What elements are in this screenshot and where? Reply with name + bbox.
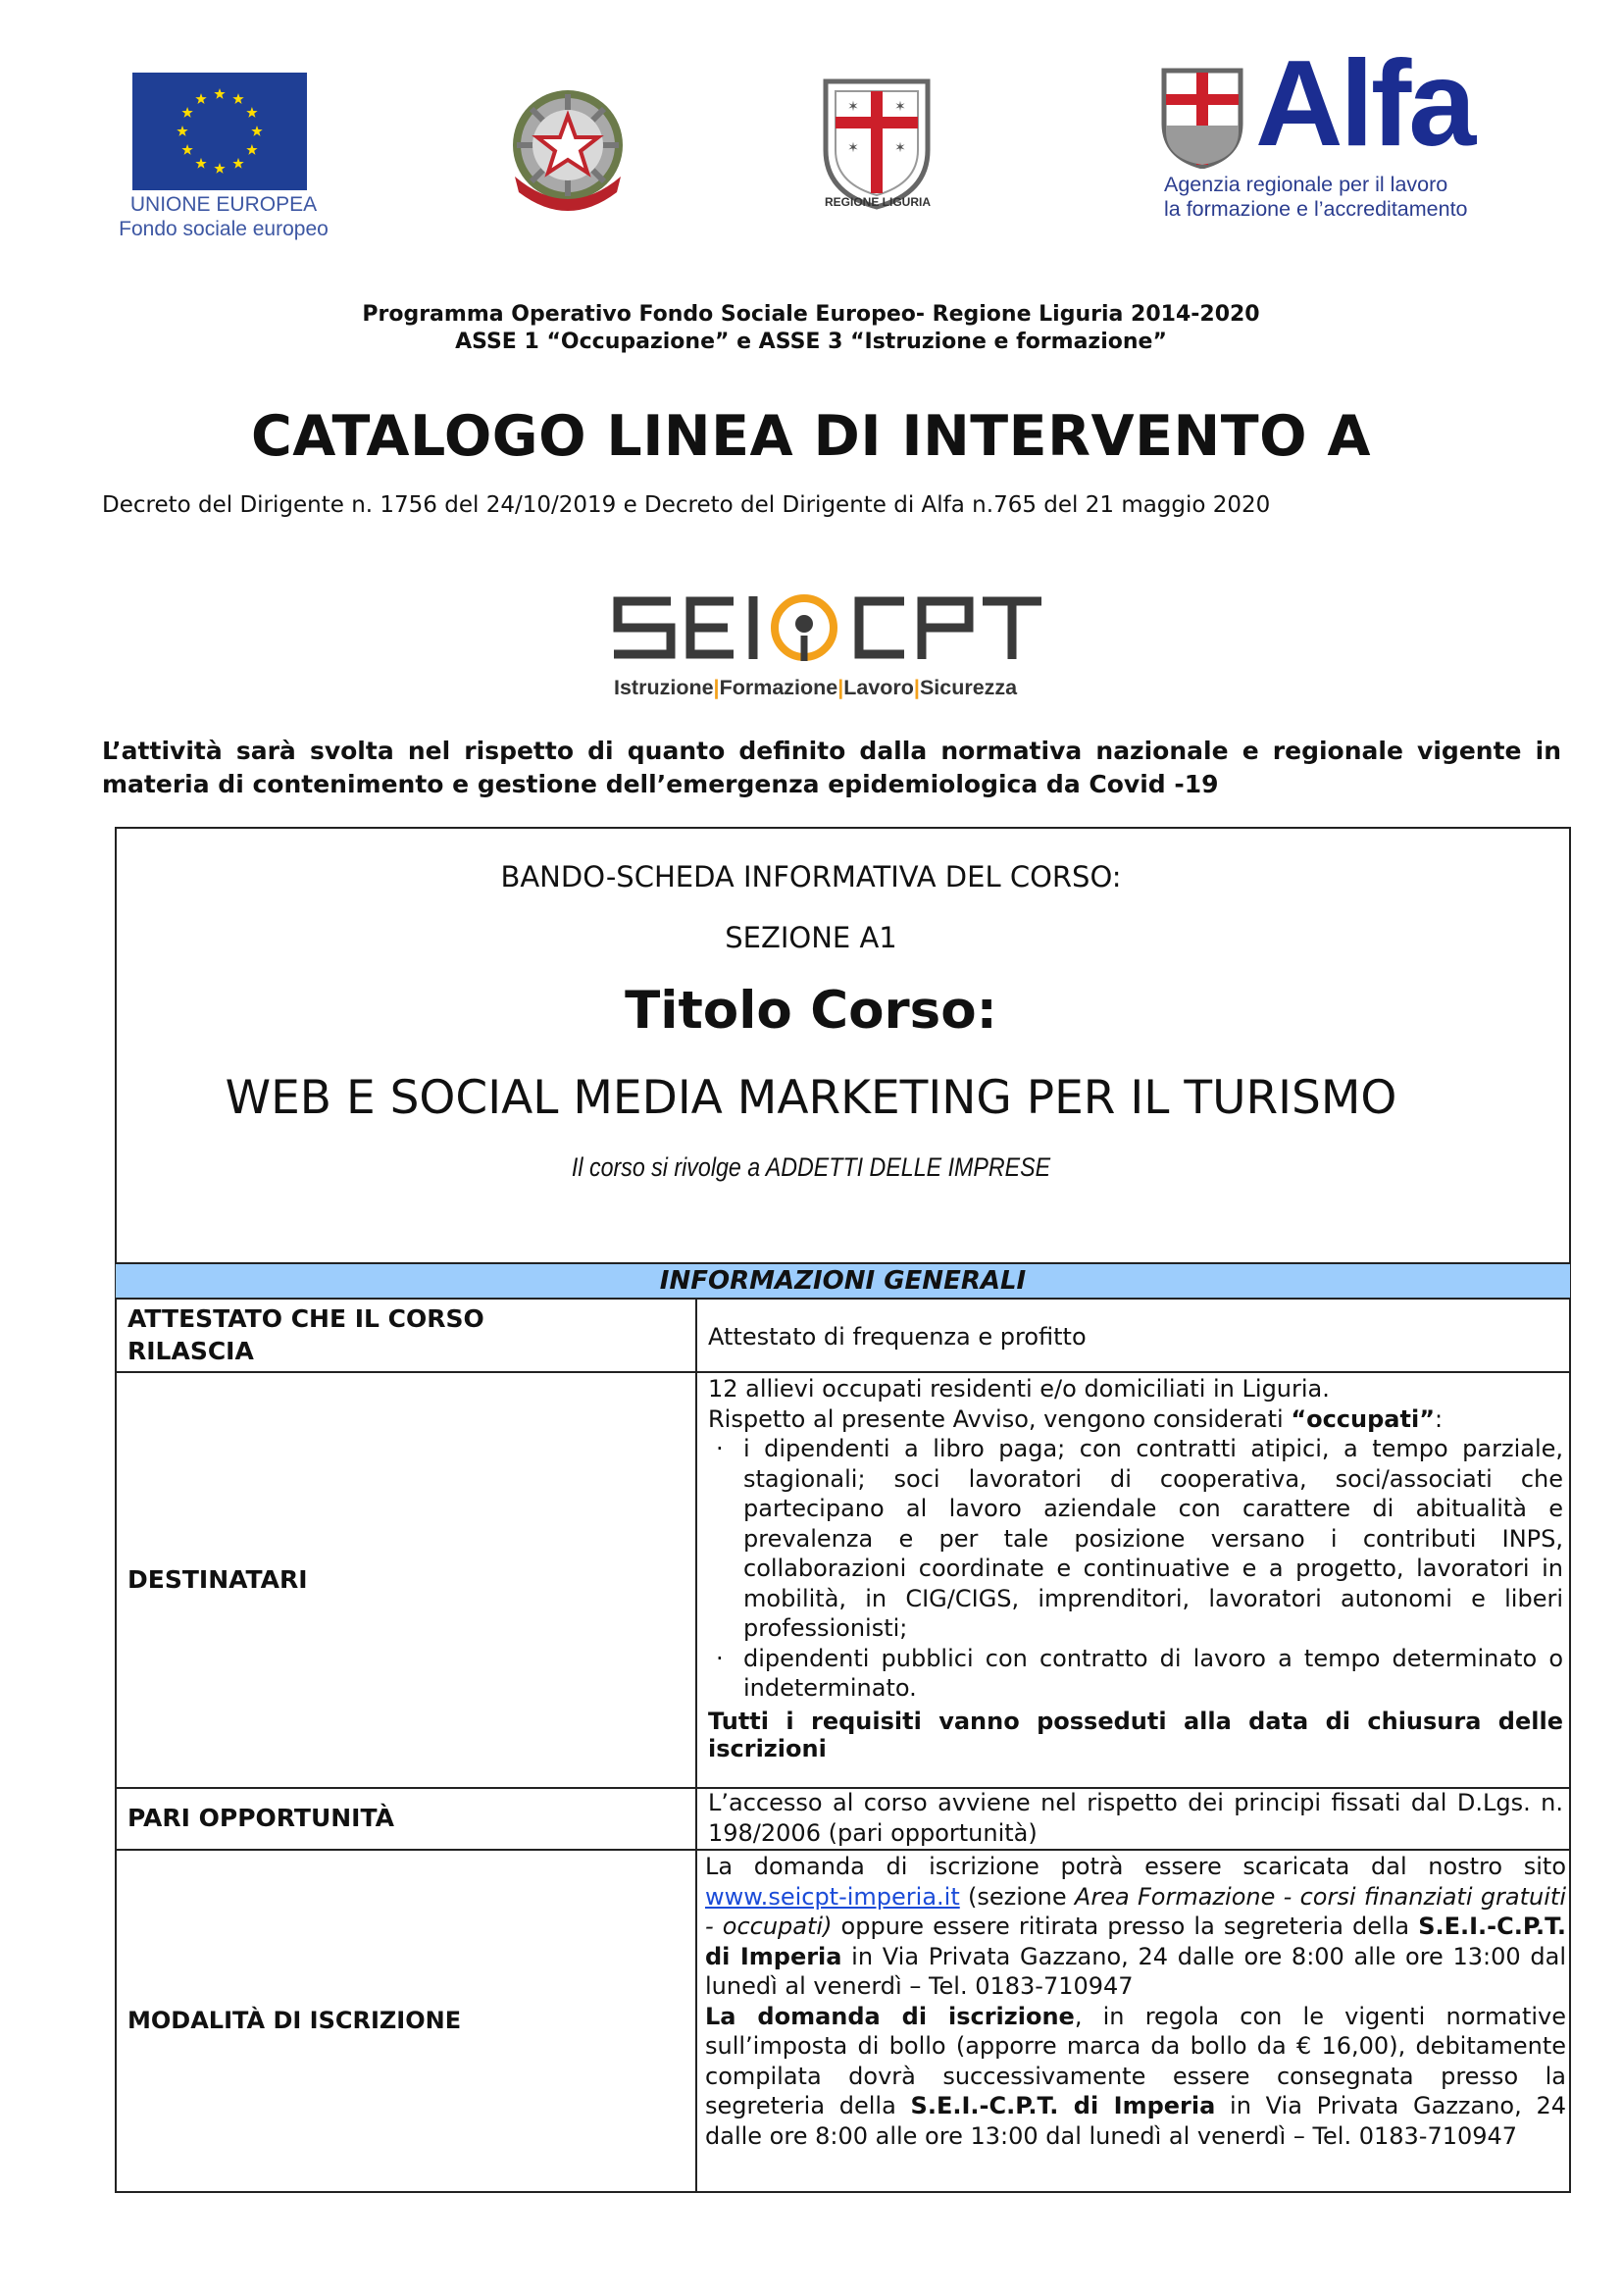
tagline-istruzione: Istruzione xyxy=(614,676,714,699)
italian-republic-emblem xyxy=(493,75,642,224)
tagline-lavoro: Lavoro xyxy=(843,676,914,699)
bullet-icon: · xyxy=(716,1644,724,1672)
tagline-formazione: Formazione xyxy=(719,676,838,699)
eu-caption-line1: UNIONE EUROPEA xyxy=(129,193,318,216)
programma-line1: Programma Operativo Fondo Sociale Europeo- Regione Liguria 2014-2020 xyxy=(362,302,1260,327)
destinatari-label: DESTINATARI xyxy=(127,1565,308,1594)
tagline-sicurezza: Sicurezza xyxy=(919,676,1018,699)
iscrizione-paragraph-2 xyxy=(705,2002,1566,2152)
destinatari-line1: 12 allievi occupati residenti e/o domiciliati in Liguria. xyxy=(708,1375,1330,1403)
alfa-subtitle-line2: la formazione e l’accreditamento xyxy=(1164,197,1468,221)
iscrizione-label: MODALITÀ DI ISCRIZIONE xyxy=(127,2007,462,2034)
table-column-divider xyxy=(695,1300,697,2192)
eu-flag-logo xyxy=(132,73,307,190)
svg-text:✶: ✶ xyxy=(847,99,859,115)
programma-line2: ASSE 1 “Occupazione” e ASSE 3 “Istruzione e formazione” xyxy=(455,330,1167,354)
titolo-corso-label: Titolo Corso: xyxy=(625,981,997,1041)
alfa-shield-logo xyxy=(1160,67,1244,169)
p2-text-a: , in regola con le vigenti normative sull’imposta di bollo (apporre marca da bollo da € 16,00), debitamente compilata dovrà successivamente essere consegnata presso la segreteria della xyxy=(705,2002,1566,2119)
pari-opportunita-label: PARI OPPORTUNITÀ xyxy=(127,1804,394,1832)
row-divider xyxy=(116,1849,1570,1851)
row-divider xyxy=(116,1371,1570,1373)
bullet-1-text: i dipendenti a libro paga; con contratti atipici, a tempo parziale, stagionali; soci lavoratori di cooperativa, soci/associati che partecipano al lavoro aziendale con carattere di abitualità e prevalenza e per tale posizione versano i contributi INPS, collaborazioni coordinate e continuative e a progetto, lavoratori in mobilità, in CIG/CIGS, imprenditori, lavoratori autonomi e liberi professionisti; xyxy=(743,1435,1563,1642)
eu-caption-line2: Fondo sociale europeo xyxy=(119,218,329,240)
eu-stars-icon xyxy=(132,73,307,190)
decreto-line: Decreto del Dirigente n. 1756 del 24/10/2019 e Decreto del Dirigente di Alfa n.765 del 21 maggio 2020 xyxy=(102,492,1271,518)
svg-text:✶: ✶ xyxy=(894,99,906,115)
programma-header xyxy=(0,301,1622,356)
p1-text-d: in Via Privata Gazzano, 24 dalle ore 8:00 alle ore 13:00 dal lunedì al venerdì – Tel. 0183-710947 xyxy=(705,1942,1566,2000)
bullet-2-text: dipendenti pubblici con contratto di lavoro a tempo determinato o indeterminato. xyxy=(743,1644,1563,1702)
destinatari-bullet-1 xyxy=(708,1434,1563,1644)
attestato-label xyxy=(127,1302,484,1367)
svg-text:✶: ✶ xyxy=(847,140,859,156)
line2-text: Rispetto al presente Avviso, vengono considerati xyxy=(708,1404,1292,1433)
destinatari-line2 xyxy=(708,1404,1563,1435)
p1-org-name: S.E.I.-C.P.T. di Imperia xyxy=(705,1913,1566,1970)
covid-notice: L’attività sarà svolta nel rispetto di quanto definito dalla normativa nazionale e regionale vigente in materia di contenimento e gestione dell’emergenza epidemiologica da Covid -19 xyxy=(102,737,1561,798)
bando-heading: BANDO-SCHEDA INFORMATIVA DEL CORSO: xyxy=(500,860,1122,893)
attestato-label-line2: RILASCIA xyxy=(127,1337,254,1365)
p2-org-name: S.E.I.-C.P.T. di Imperia xyxy=(910,2092,1216,2119)
liguria-caption: REGIONE LIGURIA xyxy=(824,195,931,209)
p2-text-b: in Via Privata Gazzano, 24 dalle ore 8:00 alle ore 13:00 dal lunedì al venerdì – Tel. 0183-710947 xyxy=(705,2092,1567,2150)
pari-opportunita-value: L’accesso al corso avviene nel rispetto dei principi fissati dal D.Lgs. n. 198/2006 (pari opportunità) xyxy=(708,1789,1563,1847)
p1-italic: Area Formazione - corsi finanziati gratuiti - occupati) xyxy=(705,1882,1566,1940)
p2-bold: La domanda di iscrizione xyxy=(705,2002,1075,2030)
requisiti-note: Tutti i requisiti vanno posseduti alla data di chiusura delle iscrizioni xyxy=(708,1707,1563,1762)
line2-colon: : xyxy=(1434,1404,1444,1433)
destinatari-value xyxy=(708,1374,1563,1762)
p1-text-c: oppure essere ritirata presso la segreteria della xyxy=(832,1913,1419,1940)
p1-text-b: (sezione xyxy=(959,1882,1075,1911)
svg-text:✶: ✶ xyxy=(894,140,906,156)
page-title: CATALOGO LINEA DI INTERVENTO A xyxy=(250,404,1372,469)
alfa-logo-text: Alfa xyxy=(1255,36,1474,172)
regione-liguria-logo xyxy=(812,74,941,211)
seicpt-website-link[interactable]: www.seicpt-imperia.it xyxy=(705,1882,960,1911)
iscrizione-value xyxy=(705,1852,1566,2151)
sezione-label: SEZIONE A1 xyxy=(725,921,897,954)
p1-text-a: La domanda di iscrizione potrà essere scaricata dal nostro sito xyxy=(705,1853,1566,1880)
alfa-subtitle-line1: Agenzia regionale per il lavoro xyxy=(1164,173,1448,196)
course-name: WEB E SOCIAL MEDIA MARKETING PER IL TURISMO xyxy=(225,1071,1397,1125)
iscrizione-paragraph-1 xyxy=(705,1852,1566,2002)
destinatari-bullet-2 xyxy=(708,1644,1563,1704)
bullet-icon: · xyxy=(716,1435,724,1462)
course-target: Il corso si rivolge a ADDETTI DELLE IMPRESE xyxy=(571,1152,1051,1182)
seicpt-tagline: Istruzione|Formazione|Lavoro|Sicurezza xyxy=(614,676,1018,699)
occupati-term: “occupati” xyxy=(1291,1404,1435,1433)
attestato-label-line1: ATTESTATO CHE IL CORSO xyxy=(127,1304,484,1333)
info-section-header: INFORMAZIONI GENERALI xyxy=(116,1262,1570,1300)
attestato-value: Attestato di frequenza e profitto xyxy=(708,1323,1087,1351)
